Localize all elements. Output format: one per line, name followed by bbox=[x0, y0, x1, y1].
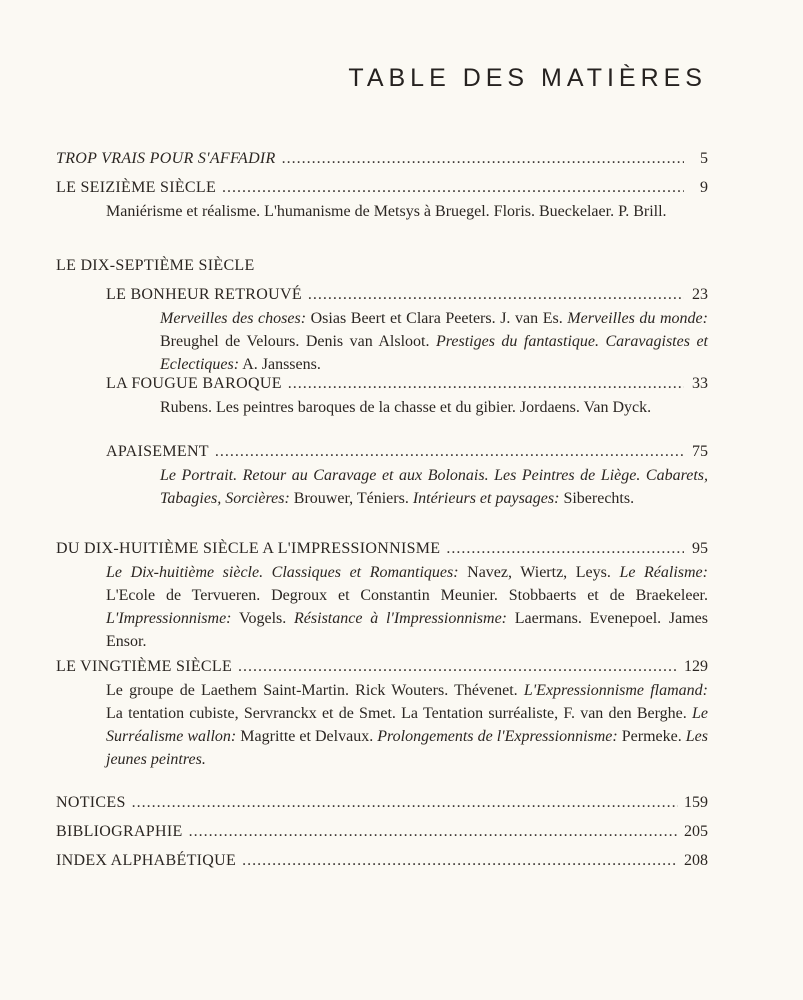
description-segment: Merveilles du monde: bbox=[567, 310, 708, 327]
description-segment: L'Expressionnisme flamand: bbox=[523, 682, 708, 699]
toc-description-seizieme bbox=[106, 200, 708, 223]
toc-entry-fougue[interactable] bbox=[106, 373, 708, 395]
description-segment: Laermans. Evenepoel. James Ensor. bbox=[106, 610, 709, 650]
toc-page-number: 95 bbox=[692, 540, 708, 557]
description-segment: Intérieurs et paysages: bbox=[412, 490, 560, 507]
toc-entry-label: TROP VRAIS POUR S'AFFADIR bbox=[56, 150, 276, 167]
toc-page-number: 129 bbox=[684, 658, 708, 675]
leader-dots bbox=[238, 656, 678, 678]
description-segment: Prestiges du fantastique. Caravagistes et Eclectiques: bbox=[160, 333, 708, 373]
toc-entry-notices[interactable] bbox=[56, 792, 708, 814]
toc-description-fougue bbox=[160, 396, 708, 419]
description-segment: La tentation cubiste, Servranckx et de Smet. La Tentation surréaliste, F. van den Berghe. bbox=[106, 705, 692, 722]
toc-page-number: 159 bbox=[684, 794, 708, 811]
toc-entry-dix-huitieme[interactable] bbox=[56, 538, 708, 560]
toc-entry-seizieme[interactable] bbox=[56, 177, 708, 199]
leader-dots bbox=[222, 177, 684, 199]
description-segment: L'Ecole de Tervueren. Degroux et Constantin Meunier. Stobbaerts et de Braekeleer. bbox=[106, 587, 708, 604]
toc-page-number: 208 bbox=[684, 852, 708, 869]
leader-dots bbox=[282, 148, 684, 170]
description-segment: Le Dix-huitième siècle. Classiques et Romantiques: bbox=[106, 564, 459, 581]
toc-entry-label: APAISEMENT bbox=[106, 443, 209, 460]
page-title: TABLE DES MATIÈRES bbox=[348, 64, 707, 92]
description-segment: Rubens. Les peintres baroques de la chasse et du gibier. Jordaens. Van Dyck. bbox=[160, 399, 652, 416]
toc-entry-trop-vrais[interactable] bbox=[56, 148, 708, 170]
toc-page-number: 33 bbox=[692, 375, 708, 392]
toc-entry-label: INDEX ALPHABÉTIQUE bbox=[56, 852, 237, 869]
toc-page-number: 75 bbox=[692, 443, 708, 460]
description-segment: Le Portrait. Retour au Caravage et aux Bolonais. Les Peintres de Liège. Cabarets, Tabagies, Sorcières: bbox=[160, 467, 708, 507]
description-segment: L'Impressionnisme: bbox=[106, 610, 232, 627]
leader-dots bbox=[446, 538, 684, 560]
description-segment: Breughel de Velours. Denis van Alsloot. bbox=[160, 333, 436, 350]
toc-entry-label: LE SEIZIÈME SIÈCLE bbox=[56, 179, 217, 196]
toc-page-number: 205 bbox=[684, 823, 708, 840]
description-segment: Brouwer, Téniers. bbox=[289, 490, 413, 507]
toc-entry-label: LE VINGTIÈME SIÈCLE bbox=[56, 658, 233, 675]
description-segment: Osias Beert et Clara Peeters. J. van Es. bbox=[306, 310, 568, 327]
description-segment: Magritte et Delvaux. bbox=[236, 728, 378, 745]
leader-dots bbox=[215, 441, 684, 463]
toc-entry-bibliographie[interactable] bbox=[56, 821, 708, 843]
toc-entry-label: NOTICES bbox=[56, 794, 126, 811]
toc-entry-label: DU DIX-HUITIÈME SIÈCLE A L'IMPRESSIONNISME bbox=[56, 540, 441, 557]
toc-description-vingtieme bbox=[106, 679, 708, 771]
toc-page-number: 9 bbox=[700, 179, 708, 196]
toc-entry-vingtieme[interactable] bbox=[56, 656, 708, 678]
toc-entry-label: LE DIX-SEPTIÈME SIÈCLE bbox=[56, 257, 255, 274]
description-segment: Maniérisme et réalisme. L'humanisme de Metsys à Bruegel. Floris. Bueckelaer. P. Brill. bbox=[106, 203, 667, 220]
toc-entry-label: LA FOUGUE BAROQUE bbox=[106, 375, 282, 392]
toc-description-apaisement bbox=[160, 464, 708, 510]
description-segment: Vogels. bbox=[231, 610, 295, 627]
leader-dots bbox=[132, 792, 678, 814]
toc-description-dix-huitieme bbox=[106, 561, 708, 653]
leader-dots bbox=[288, 373, 684, 395]
toc-entry-apaisement[interactable] bbox=[106, 441, 708, 463]
toc-page-number: 23 bbox=[692, 286, 708, 303]
description-segment: Le groupe de Laethem Saint-Martin. Rick Wouters. Thévenet. bbox=[106, 682, 524, 699]
toc-section-dix-septieme[interactable] bbox=[56, 255, 708, 277]
description-segment: Merveilles des choses: bbox=[160, 310, 307, 327]
description-segment: Prolongements de l'Expressionnisme: bbox=[377, 728, 618, 745]
description-segment: Siberechts. bbox=[559, 490, 635, 507]
description-segment: Résistance à l'Impressionnisme: bbox=[294, 610, 508, 627]
toc-description-bonheur bbox=[160, 307, 708, 376]
leader-dots bbox=[242, 850, 678, 872]
description-segment: Le Réalisme: bbox=[619, 564, 708, 581]
description-segment: Permeke. bbox=[617, 728, 686, 745]
toc-page-number: 5 bbox=[700, 150, 708, 167]
description-segment: A. Janssens. bbox=[239, 356, 321, 373]
toc-entry-label: BIBLIOGRAPHIE bbox=[56, 823, 183, 840]
toc-entry-bonheur[interactable] bbox=[106, 284, 708, 306]
description-segment: Les jeunes peintres. bbox=[106, 728, 709, 768]
toc-entry-index[interactable] bbox=[56, 850, 708, 872]
description-segment: Le Surréalisme wallon: bbox=[106, 705, 708, 745]
leader-dots bbox=[189, 821, 678, 843]
leader-dots bbox=[308, 284, 684, 306]
toc-entry-label: LE BONHEUR RETROUVÉ bbox=[106, 286, 302, 303]
description-segment: Navez, Wiertz, Leys. bbox=[458, 564, 620, 581]
